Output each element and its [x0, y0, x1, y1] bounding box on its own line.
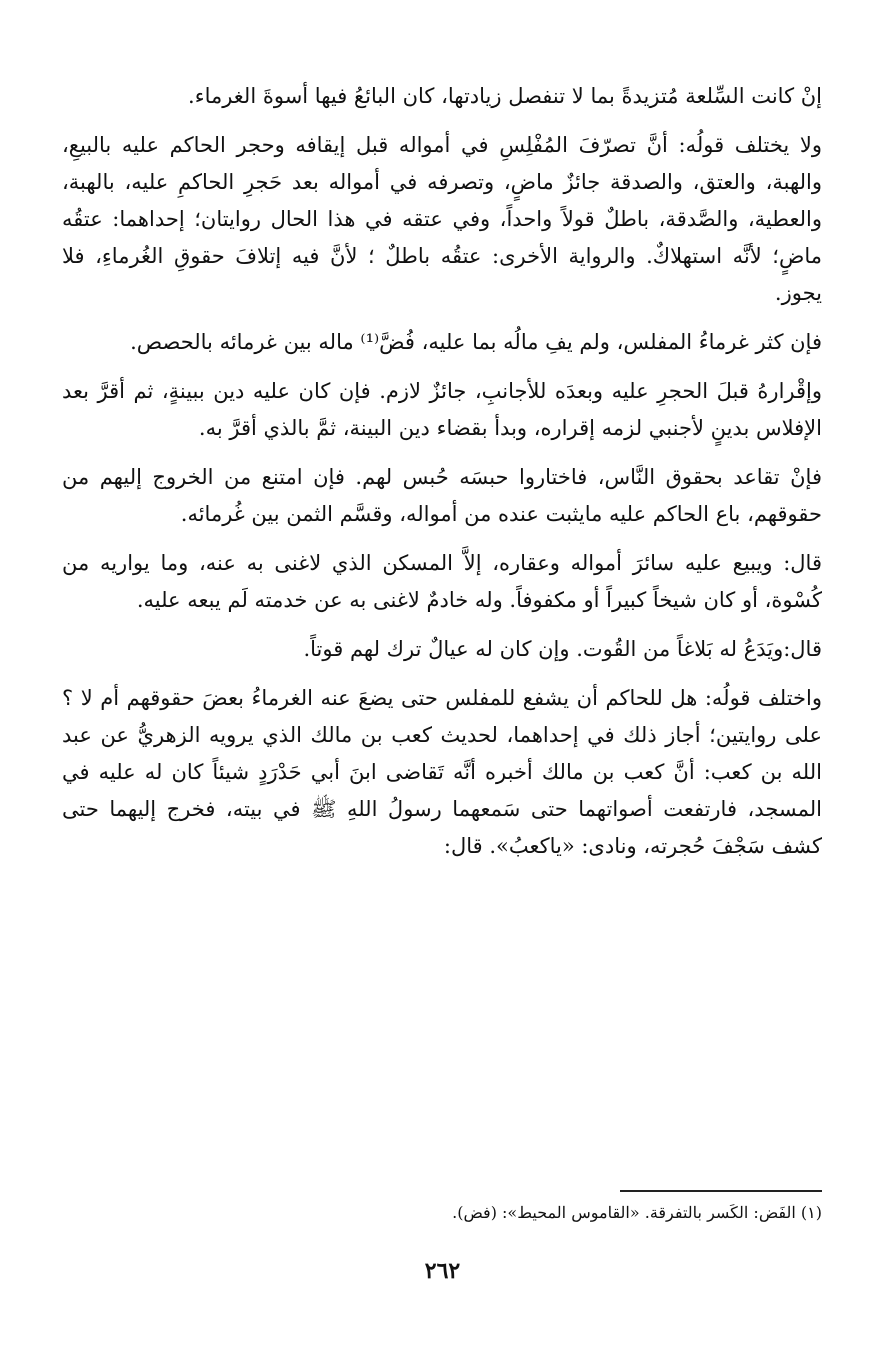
page-number: ٢٦٢: [424, 1258, 461, 1284]
paragraph-8: واختلف قولُه: هل للحاكم أن يشفع للمفلس حتى يضعَ عنه الغرماءُ بعضَ حقوقهم أم لا ؟ على روايتين؛ أجاز ذلك في إحداهما، لحديث كعب بن مالك الذي يرويه الزهريُّ عن عبد الله بن كعب: أنَّ كعب بن مالك أخبره أنَّه تَقاضى ابنَ أبي حَدْرَدٍ شيئاً كان له عليه في المسجد، فارتفعت أصواتهما حتى سَمعهما رسولُ اللهِ ﷺ في بيته، فخرج إليهما حتى كشف سَجْفَ حُجرته، ونادى: «ياكعبُ». قال:: [62, 686, 822, 858]
paragraph-3: فإن كثر غرماءُ المفلس، ولم يفِ مالُه بما عليه، فُضَّ⁽¹⁾ ماله بين غرمائه بالحصص.: [130, 330, 822, 354]
footnote: (١) الفَض: الكَسر بالتفرقة. «القاموس المحيط»: (فض).: [452, 1203, 822, 1222]
paragraph-6: قال: ويبيع عليه سائرَ أمواله وعقاره، إلاَّ المسكن الذي لاغنى به عنه، وما يواريه من كُسْوة، أو كان شيخاً كبيراً أو مكفوفاً. وله خادمٌ لاغنى به عن خدمته لَم يبعه عليه.: [62, 551, 822, 612]
paragraph-5: فإنْ تقاعد بحقوق النَّاس، فاختاروا حبسَه حُبس لهم. فإن امتنع من الخروج إليهم من حقوقهم، باع الحاكم عليه مايثبت عنده من أمواله، وقسَّم الثمن بين غُرمائه.: [62, 465, 822, 526]
paragraph-4: وإقْرارهُ قبلَ الحجرِ عليه وبعدَه للأجانبِ، جائزٌ لازم. فإن كان عليه دين ببينةٍ، ثم أقرَّ بعد الإفلاس بدينٍ لأجنبي لزمه إقراره، وبدأ بقضاء دين البينة، ثمَّ بالذي أقرَّ به.: [62, 379, 822, 440]
paragraph-7: قال:ويَدَعُ له بَلاغاً من القُوت. وإن كان له عيالٌ ترك لهم قوتاً.: [303, 637, 822, 661]
footnote-divider: [620, 1190, 822, 1192]
paragraph-1: إنْ كانت السِّلعة مُتزيدةً بما لا تنفصل زيادتها، كان البائعُ فيها أسوةَ الغرماء.: [188, 84, 822, 108]
page-body: [62, 78, 822, 877]
paragraph-2: ولا يختلف قولُه: أنَّ تصرّفَ المُفْلِسِ في أمواله قبل إيقافه وحجر الحاكم عليه بالبيعِ، والهبة، والعتق، والصدقة جائزٌ ماضٍ، وتصرفه في أمواله بعد حَجرِ الحاكمِ عليه، بالهبة، والعطية، والصَّدقة، باطلٌ قولاً واحداً، وفي عتقه في هذا الحال روايتان؛ إحداهما: عتقُه ماضٍ؛ لأنَّه استهلاكٌ. والرواية الأخرى: عتقُه باطلٌ ؛ لأنَّ فيه إتلافَ حقوقِ الغُرماءِ، فلا يجوز.: [62, 133, 822, 305]
